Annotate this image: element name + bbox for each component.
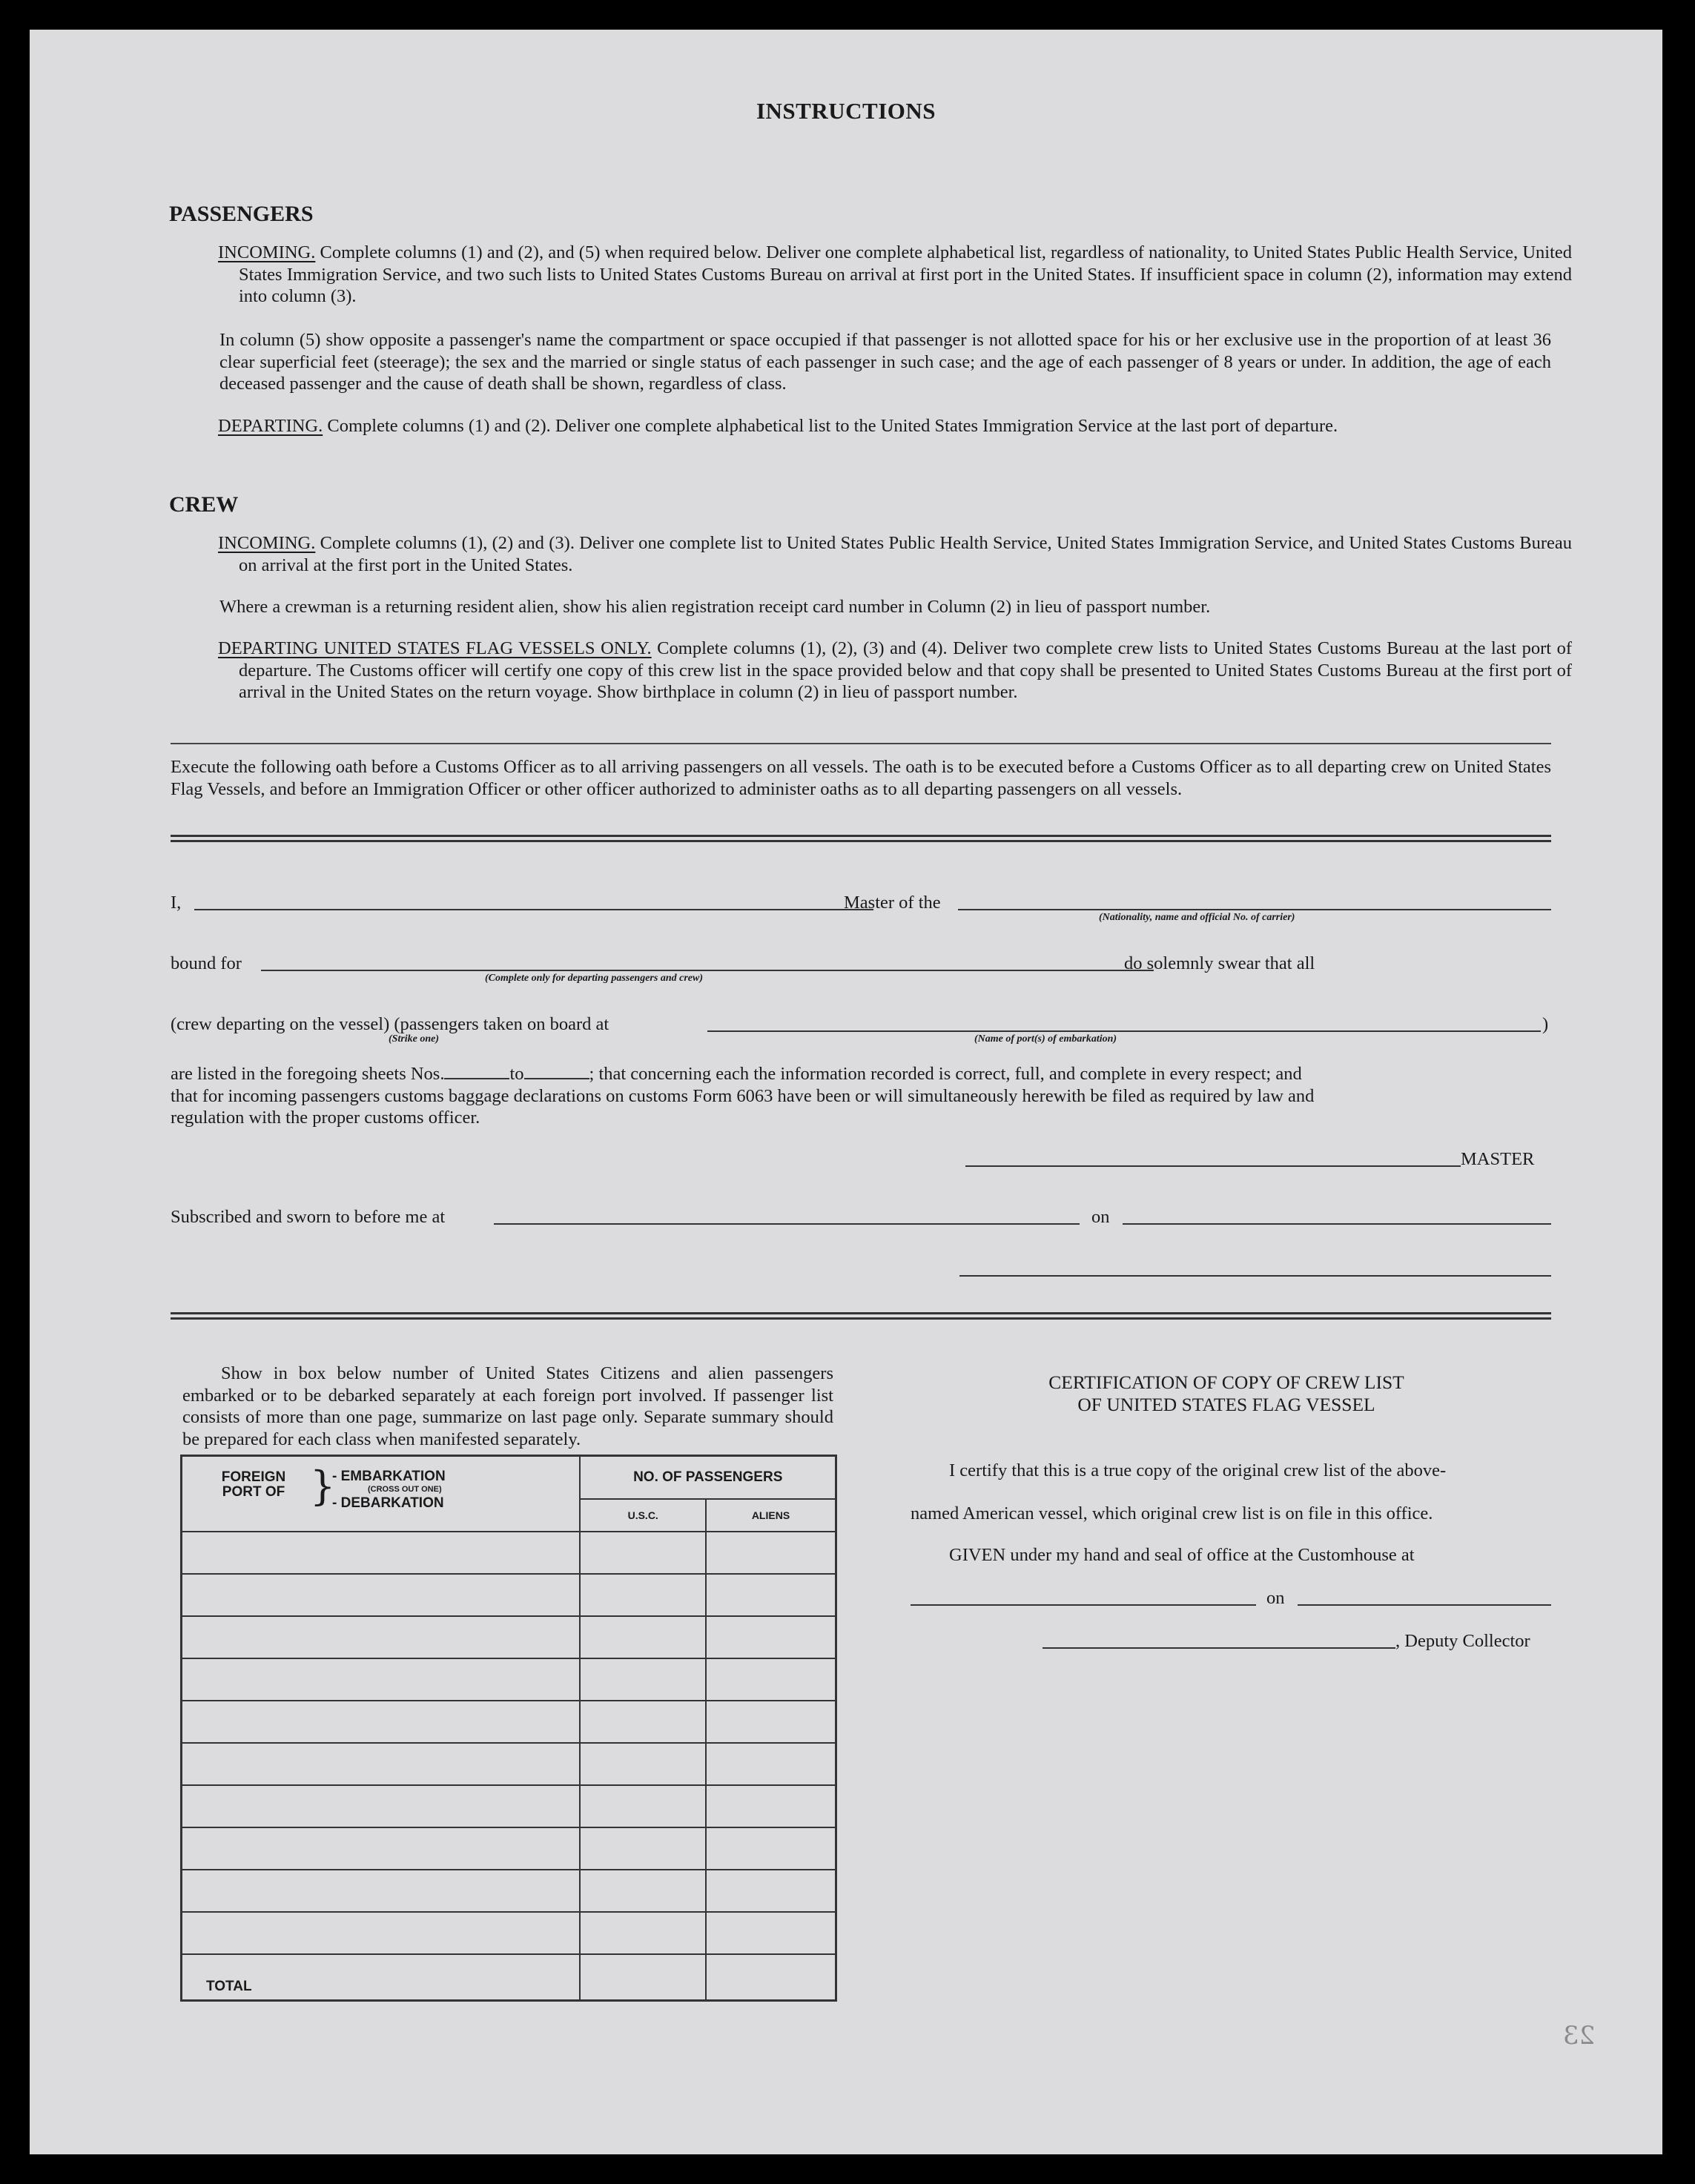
passengers-departing-text: Complete columns (1) and (2). Deliver one complete alphabetical list to the United States Immigration Service at the last port of departure. — [323, 416, 1338, 436]
port-cell[interactable] — [182, 1912, 581, 1954]
master-signature-line[interactable] — [965, 1165, 1461, 1167]
ports-caption: (Name of port(s) of embarkation) — [974, 1033, 1117, 1045]
listed-to: to — [509, 1064, 524, 1084]
deputy-signature-line[interactable] — [1043, 1647, 1395, 1649]
bound-for-line[interactable] — [261, 970, 1154, 971]
aliens-cell[interactable] — [706, 1616, 836, 1658]
oath-bound-for: bound for — [171, 953, 242, 973]
port-header-cell — [182, 1456, 581, 1532]
table-row — [182, 1785, 836, 1827]
passengers-column5-paragraph: In column (5) show opposite a passenger's name the compartment or space occupied if that passenger is not allotted space for his or her exclusive use in the proportion of at least 36 clear superficial feet (steerage); the sex and the married or single status of each passenger in such case; and the age of each passenger of 8 years or under. In addition, the age of each deceased passenger and the cause of death shall be shown, regardless of class. — [219, 330, 1551, 394]
port-cell[interactable] — [182, 1743, 581, 1785]
listed-rest: ; that concerning each the information recorded is correct, full, and complete in every respect; and — [589, 1064, 1302, 1084]
table-row — [182, 1827, 836, 1870]
aliens-cell[interactable] — [706, 1870, 836, 1912]
aliens-cell[interactable] — [706, 1827, 836, 1870]
aliens-header: ALIENS — [706, 1499, 836, 1532]
usc-total-cell[interactable] — [580, 1954, 706, 2000]
table-row — [182, 1743, 836, 1785]
total-label: TOTAL — [206, 1978, 252, 1994]
oath-listed-block — [171, 1063, 1551, 1129]
passengers-heading: PASSENGERS — [169, 202, 314, 226]
oath-crew-passengers: (crew departing on the vessel) (passengers taken on board at — [171, 1014, 609, 1034]
aliens-cell[interactable] — [706, 1785, 836, 1827]
carrier-line[interactable] — [958, 909, 1551, 910]
subscribed-date-line[interactable] — [1123, 1223, 1551, 1225]
debarkation-label: - DEBARKATION — [332, 1495, 444, 1511]
certify-given: GIVEN under my hand and seal of office at the Customhouse at — [949, 1545, 1415, 1565]
certification-heading-line2: OF UNITED STATES FLAG VESSEL — [1077, 1394, 1375, 1415]
table-row — [182, 1701, 836, 1743]
crew-incoming-label: INCOMING. — [218, 533, 316, 553]
foreign-port-label: FOREIGN PORT OF — [221, 1469, 286, 1500]
aliens-total-cell[interactable] — [706, 1954, 836, 2000]
usc-cell[interactable] — [580, 1827, 706, 1870]
oath-master-of-the: Master of the — [844, 893, 941, 913]
port-cell[interactable] — [182, 1785, 581, 1827]
port-cell[interactable] — [182, 1532, 581, 1574]
embarkation-label: - EMBARKATION — [332, 1469, 446, 1484]
port-cell[interactable] — [182, 1827, 581, 1870]
usc-cell[interactable] — [580, 1532, 706, 1574]
crew-heading: CREW — [169, 492, 239, 517]
crew-departing-label: DEPARTING UNITED STATES FLAG VESSELS ONLY. — [218, 638, 652, 658]
summary-instructions: Show in box below number of United States Citizens and alien passengers embarked or to be debarked separately at each foreign port involved. If passenger list consists of more than one page, summarize on last page only. Separate summary should be prepared for each class when manifested separately. — [182, 1363, 833, 1449]
usc-cell[interactable] — [580, 1658, 706, 1701]
certify-date-line[interactable] — [1298, 1604, 1551, 1606]
oath-swear: do solemnly swear that all — [1124, 953, 1315, 973]
aliens-cell[interactable] — [706, 1658, 836, 1701]
usc-cell[interactable] — [580, 1870, 706, 1912]
usc-cell[interactable] — [580, 1701, 706, 1743]
aliens-cell[interactable] — [706, 1743, 836, 1785]
no-of-passengers-header: NO. OF PASSENGERS — [580, 1456, 836, 1499]
strike-caption: (Strike one) — [389, 1033, 440, 1045]
oath-i: I, — [171, 893, 182, 913]
usc-cell[interactable] — [580, 1616, 706, 1658]
crew-incoming-text: Complete columns (1), (2) and (3). Deliver one complete list to United States Public Health Service, United States Immigration Service, and United States Customs Bureau on arrival at the first port in the United States. — [239, 533, 1572, 575]
brace-icon: } — [310, 1463, 336, 1509]
usc-cell[interactable] — [580, 1785, 706, 1827]
port-cell[interactable] — [182, 1574, 581, 1616]
double-rule-lower — [171, 1312, 1551, 1320]
table-row — [182, 1532, 836, 1574]
deputy-collector: , Deputy Collector — [1395, 1631, 1530, 1651]
page-title: INSTRUCTIONS — [756, 98, 936, 124]
passengers-departing-label: DEPARTING. — [218, 416, 323, 436]
usc-cell[interactable] — [580, 1574, 706, 1616]
certification-heading-line1: CERTIFICATION OF COPY OF CREW LIST — [1048, 1371, 1404, 1393]
usc-cell[interactable] — [580, 1743, 706, 1785]
listed-line2: that for incoming passengers customs baggage declarations on customs Form 6063 have been or will simultaneously herewith be filed as required by law and — [171, 1085, 1315, 1106]
table-row — [182, 1658, 836, 1701]
table-row — [182, 1616, 836, 1658]
aliens-cell[interactable] — [706, 1574, 836, 1616]
page-mark: 23 — [1563, 2021, 1596, 2051]
port-cell[interactable] — [182, 1616, 581, 1658]
table-row — [182, 1912, 836, 1954]
certify-on: on — [1266, 1588, 1285, 1608]
oath-intro: Execute the following oath before a Customs Officer as to all arriving passengers on all vessels. The oath is to be executed before a Customs Officer as to all departing crew on United States Flag Vessels, and before an Immigration Officer or other officer authorized to administer oaths as to all departing passengers on all vessels. — [171, 757, 1551, 799]
aliens-cell[interactable] — [706, 1701, 836, 1743]
table-row — [182, 1574, 836, 1616]
crew-departing-text: Complete columns (1), (2), (3) and (4). Deliver two complete crew lists to United States Customs Bureau at the last port of departure. The Customs officer will certify one copy of this crew list in the space provided below and that copy shall be presented to United States Customs Bureau at the first port of arrival in the United States on the return voyage. Show birthplace in column (2) in lieu of passport number. — [239, 638, 1572, 702]
usc-cell[interactable] — [580, 1912, 706, 1954]
listed-start: are listed in the foregoing sheets Nos. — [171, 1064, 445, 1084]
certification-heading — [908, 1371, 1545, 1416]
subscribed-place-line[interactable] — [494, 1223, 1080, 1225]
carrier-caption: (Nationality, name and official No. of carrier) — [1099, 912, 1295, 923]
oath-on: on — [1091, 1207, 1110, 1227]
port-cell[interactable] — [182, 1870, 581, 1912]
master-name-line[interactable] — [194, 909, 873, 910]
oath-close-paren: ) — [1542, 1014, 1549, 1034]
crew-departing-paragraph — [218, 638, 1572, 704]
sheet-from-line[interactable] — [444, 1078, 509, 1079]
aliens-cell[interactable] — [706, 1912, 836, 1954]
officer-signature-line[interactable] — [959, 1275, 1551, 1277]
table-row — [182, 1870, 836, 1912]
port-cell[interactable] — [182, 1658, 581, 1701]
aliens-cell[interactable] — [706, 1532, 836, 1574]
passenger-summary-table — [180, 1455, 837, 2002]
crew-resident-paragraph: Where a crewman is a returning resident alien, show his alien registration receipt card number in Column (2) in lieu of passport number. — [219, 597, 1211, 617]
double-rule — [171, 835, 1551, 842]
total-row — [182, 1954, 836, 2000]
certify-line2: named American vessel, which original crew list is on file in this office. — [911, 1503, 1433, 1523]
divider — [171, 743, 1551, 744]
certify-line1: I certify that this is a true copy of the original crew list of the above- — [949, 1460, 1447, 1480]
customhouse-line[interactable] — [911, 1604, 1256, 1606]
crew-incoming-paragraph — [218, 532, 1572, 576]
passengers-incoming-paragraph — [218, 242, 1572, 308]
ports-line[interactable] — [707, 1030, 1541, 1032]
sheet-to-line[interactable] — [524, 1078, 589, 1079]
oath-master: MASTER — [1461, 1149, 1535, 1169]
passengers-incoming-label: INCOMING. — [218, 242, 316, 262]
cross-out-label: (CROSS OUT ONE) — [368, 1485, 442, 1494]
oath-subscribed: Subscribed and sworn to before me at — [171, 1207, 446, 1227]
passengers-incoming-text: Complete columns (1) and (2), and (5) when required below. Deliver one complete alphabetical list, regardless of nationality, to United States Public Health Service, United States Immigration Service, and two such lists to United States Customs Bureau on arrival at first port in the United States. If insufficient space in column (2), information may extend into column (3). — [239, 242, 1572, 306]
bound-caption: (Complete only for departing passengers and crew) — [485, 973, 703, 984]
form-page — [30, 30, 1662, 2154]
port-cell[interactable] — [182, 1701, 581, 1743]
passengers-departing-paragraph — [218, 415, 1572, 437]
listed-line3: regulation with the proper customs officer. — [171, 1108, 480, 1128]
usc-header: U.S.C. — [580, 1499, 706, 1532]
